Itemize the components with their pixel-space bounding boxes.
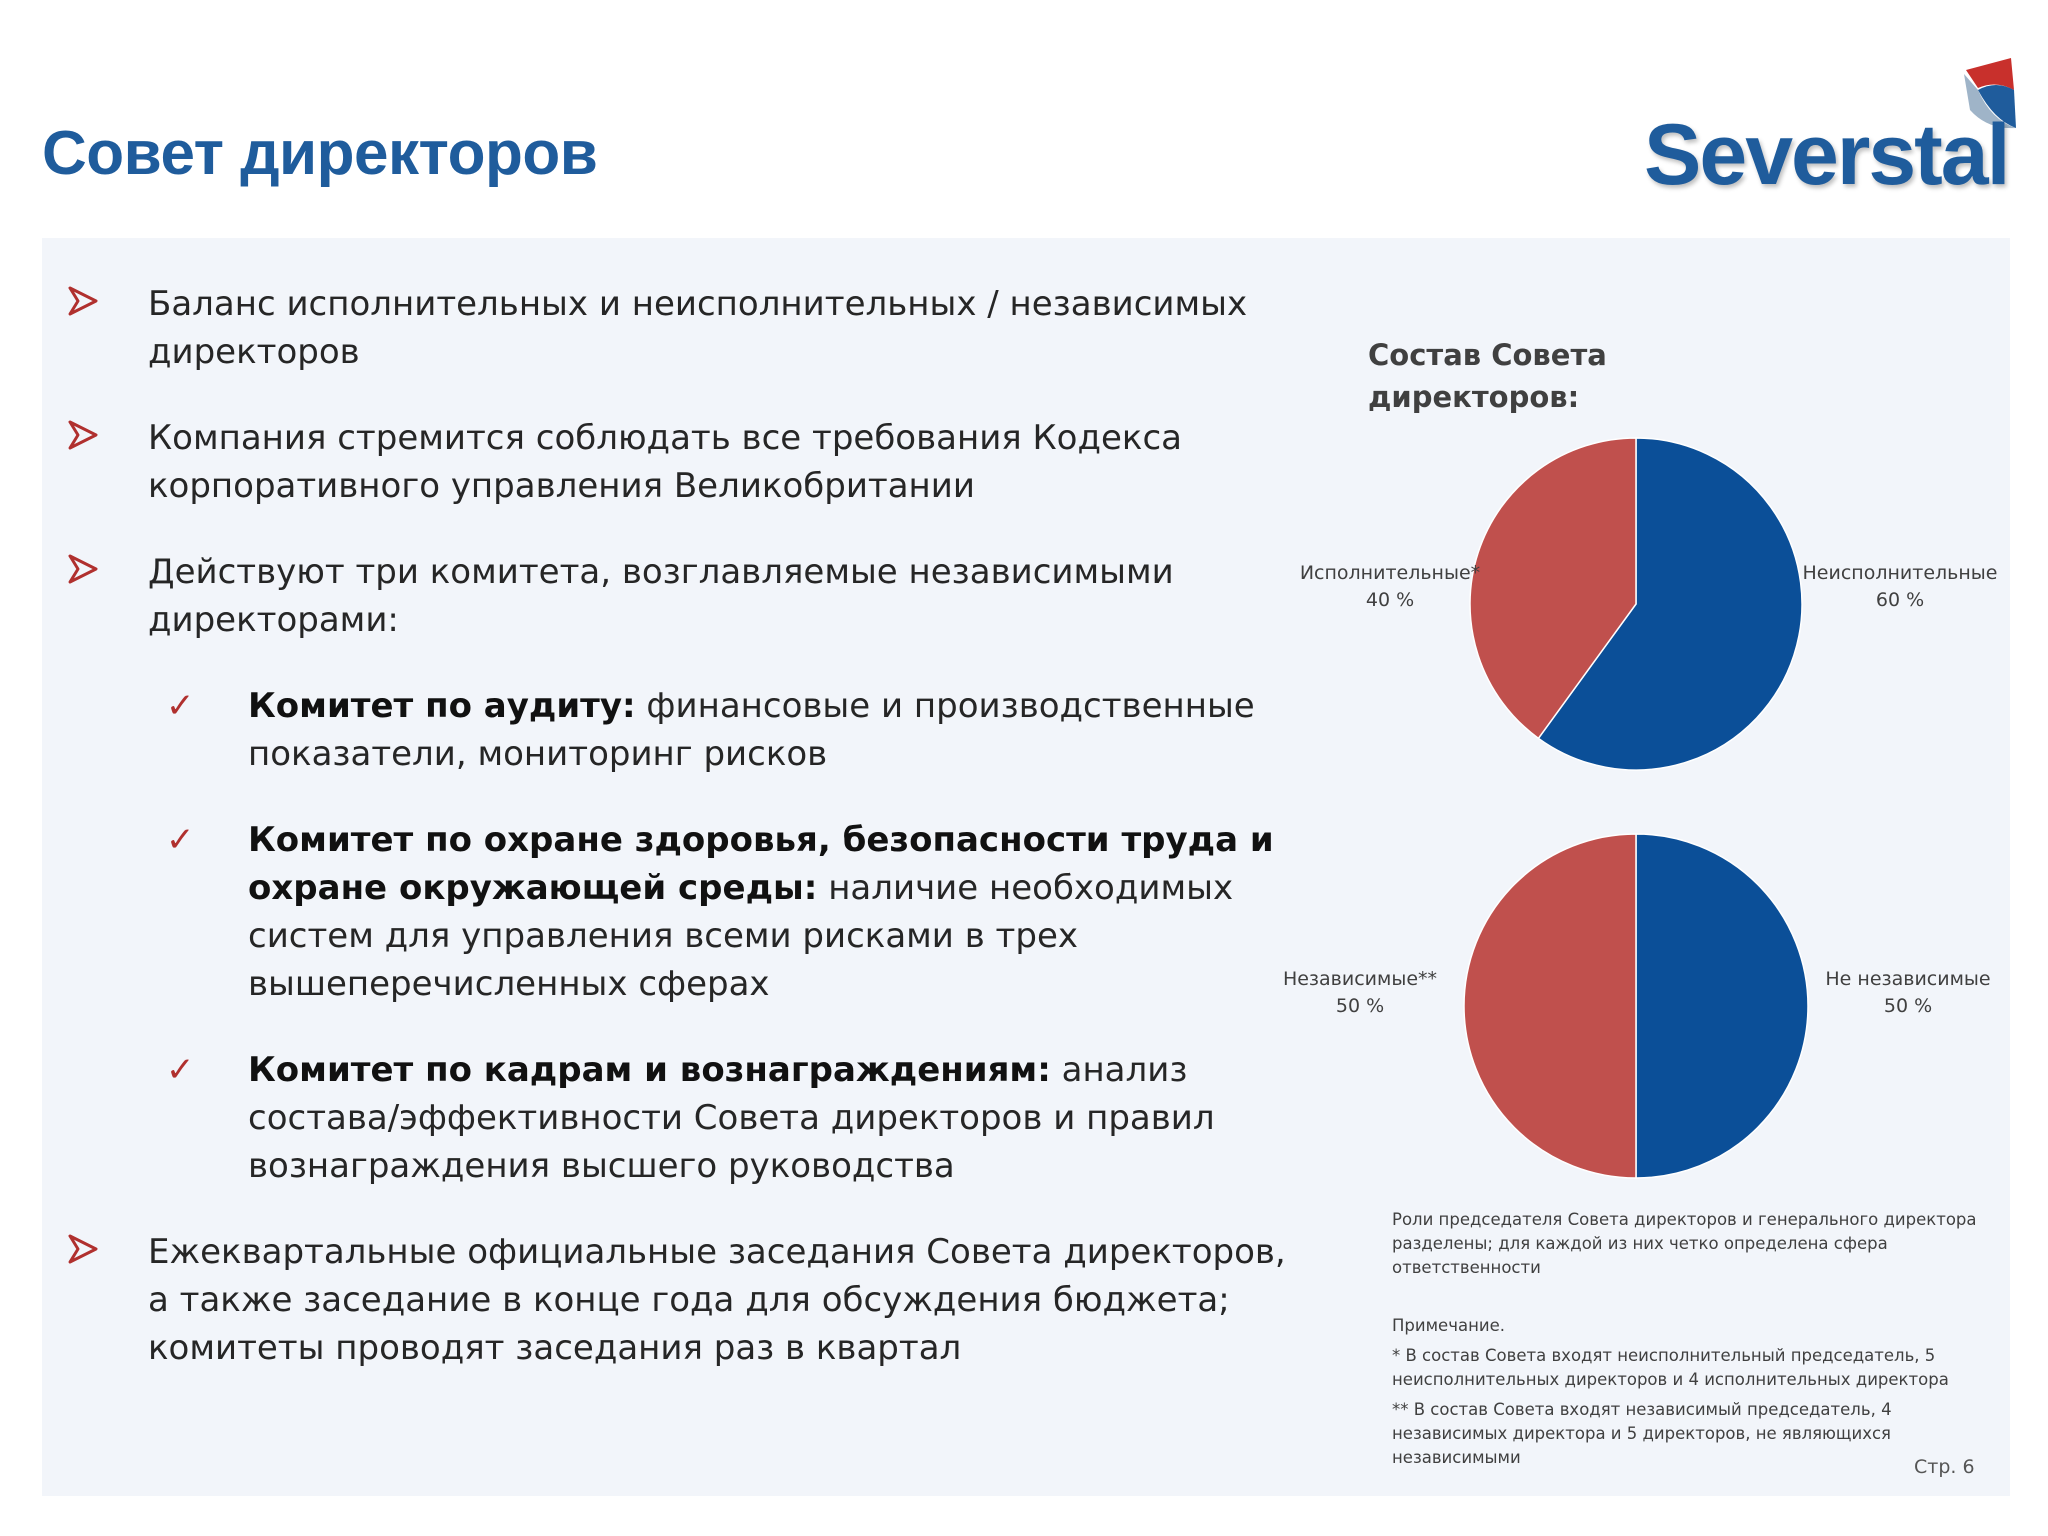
roles-note: Роли председателя Совета директоров и генерального директора разделены; для каждой из них четко определена сфера ответственности bbox=[1392, 1210, 1977, 1277]
committee-name: Комитет по кадрам и вознаграждениям: bbox=[248, 1050, 1051, 1090]
bullet-text: Компания стремится соблюдать все требования Кодекса корпоративного управления Великобритании bbox=[148, 418, 1182, 506]
slice-label-executive bbox=[1290, 560, 1490, 614]
checkmark-icon: ✓ bbox=[166, 820, 195, 860]
slice-label-non-independent bbox=[1808, 966, 2008, 1020]
checkmark-icon: ✓ bbox=[166, 1050, 195, 1090]
slice-label-name: Не независимые bbox=[1825, 968, 1991, 990]
committee-desc: анализ состава/эффективности Совета директоров и правил вознаграждения высшего руководства bbox=[248, 1050, 1215, 1186]
pie-slice-1-0 bbox=[1636, 834, 1808, 1178]
slice-label-value: 60 % bbox=[1875, 589, 1925, 611]
chart-title: Состав Совета директоров: bbox=[1368, 338, 1607, 414]
pie-chart-independent bbox=[1464, 834, 1808, 1178]
slice-label-independent bbox=[1260, 966, 1460, 1020]
committee-desc: наличие необходимых систем для управления всеми рисками в трех вышеперечисленных сферах bbox=[248, 868, 1234, 1004]
logo-text: Severstal bbox=[1644, 107, 2009, 203]
slice-label-non-executive bbox=[1800, 560, 2000, 614]
note-independent: ** В состав Совета входят независимый председатель, 4 независимых директора и 5 директоров, не являющихся независимыми bbox=[1392, 1400, 1892, 1467]
page-number: Стр. 6 bbox=[1914, 1456, 1975, 1478]
slice-label-name: Исполнительные* bbox=[1299, 562, 1481, 584]
bullet-text: Действуют три комитета, возглавляемые независимыми директорами: bbox=[148, 552, 1174, 640]
slice-label-value: 40 % bbox=[1365, 589, 1415, 611]
note-executive: * В состав Совета входят неисполнительный председатель, 5 неисполнительных директоров и 4 исполнительных директора bbox=[1392, 1346, 1949, 1389]
committee-name: Комитет по аудиту: bbox=[248, 686, 636, 726]
slice-label-name: Независимые** bbox=[1282, 968, 1438, 990]
pie-chart-executive bbox=[1470, 438, 1802, 770]
page-title: Совет директоров bbox=[42, 119, 598, 188]
committee-name: Комитет по охране здоровья, безопасности труда и охране окружающей среды: bbox=[248, 820, 1274, 908]
bullet-text: Ежеквартальные официальные заседания Совета директоров, а также заседание в конце года для обсуждения бюджета; комитеты проводят заседания раз в квартал bbox=[148, 1232, 1286, 1368]
checkmark-icon: ✓ bbox=[166, 686, 195, 726]
pie-slice-1-1 bbox=[1464, 834, 1636, 1178]
committee-desc: финансовые и производственные показатели, мониторинг рисков bbox=[248, 686, 1255, 774]
slice-label-name: Неисполнительные bbox=[1802, 562, 1998, 584]
bullet-text: Баланс исполнительных и неисполнительных / независимых директоров bbox=[148, 284, 1248, 372]
slice-label-value: 50 % bbox=[1883, 995, 1933, 1017]
note-heading: Примечание. bbox=[1392, 1316, 1505, 1335]
slice-label-value: 50 % bbox=[1335, 995, 1385, 1017]
